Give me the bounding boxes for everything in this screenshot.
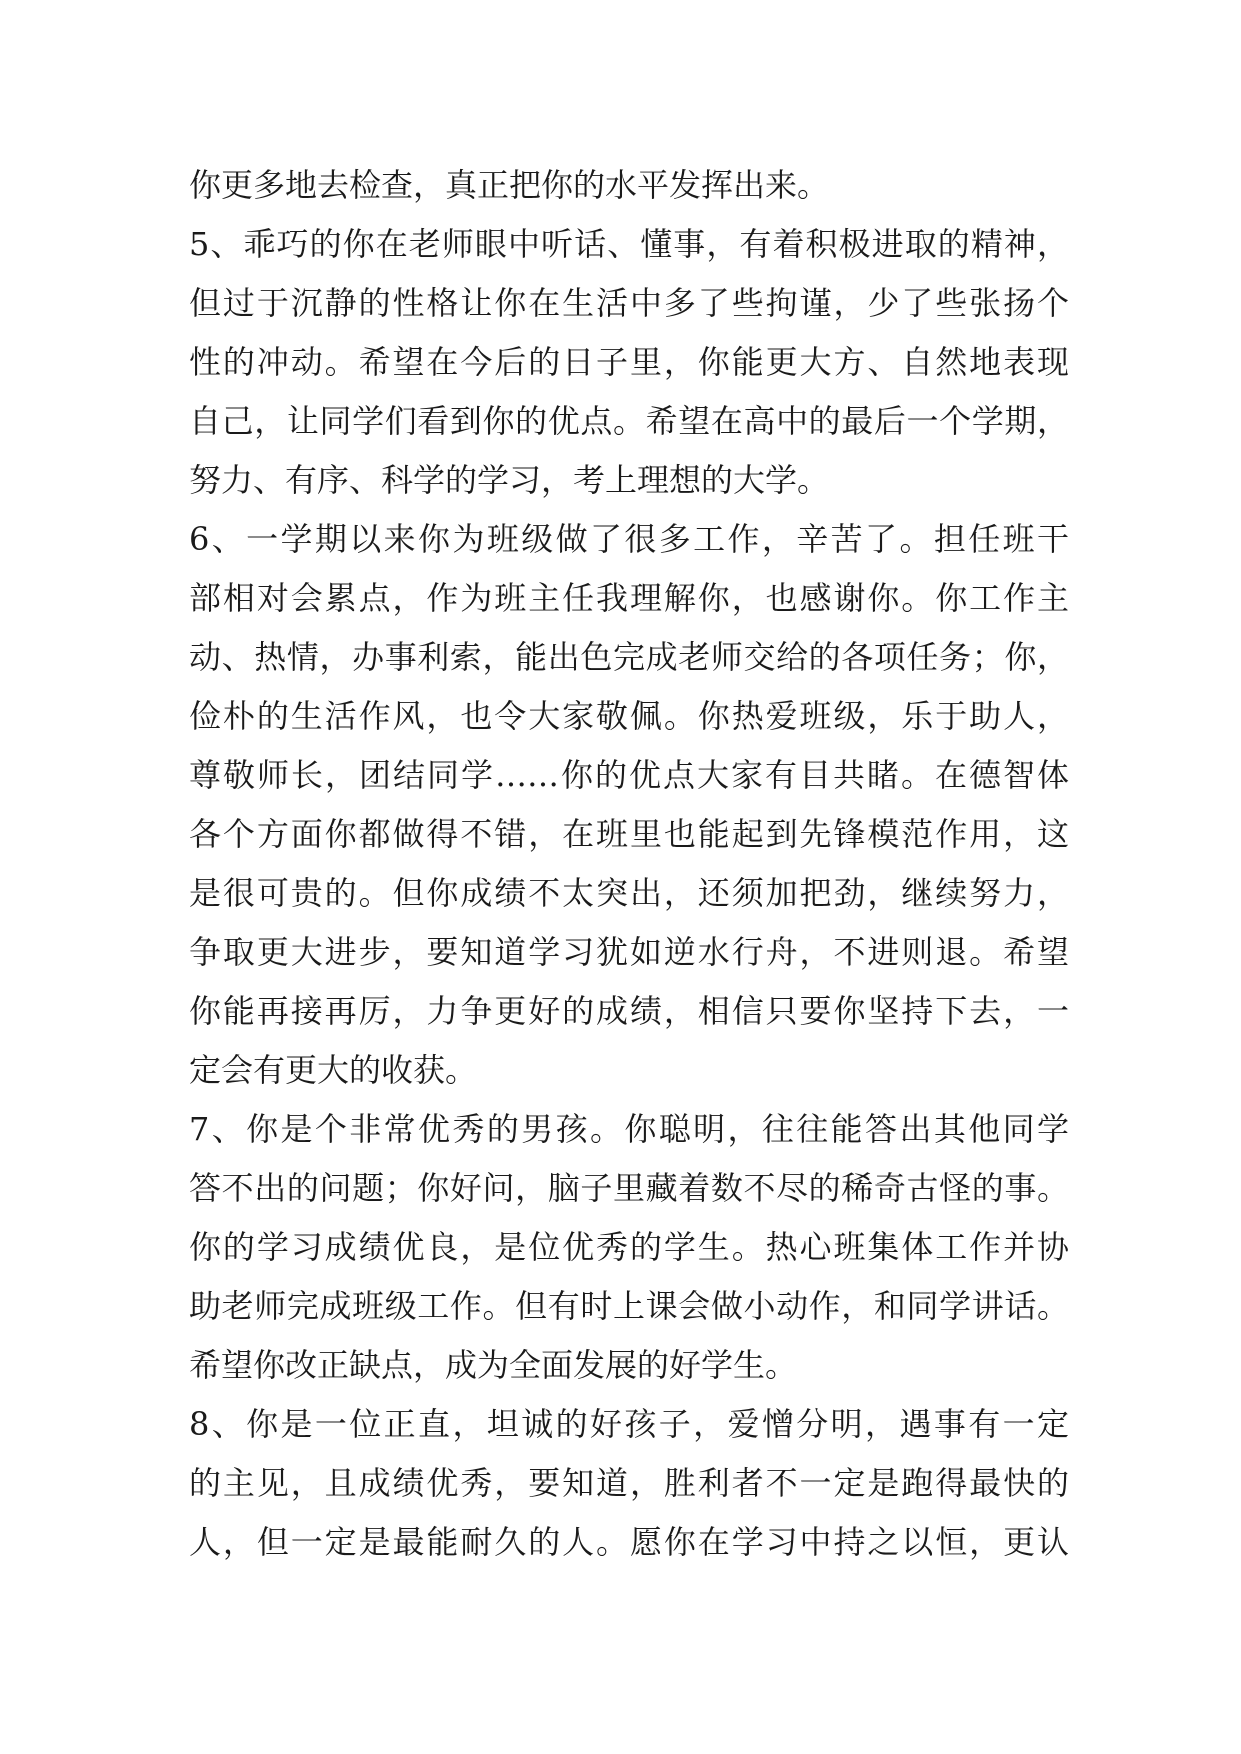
text-line: 5、乖巧的你在老师眼中听话、懂事，有着积极进取的精神， xyxy=(189,225,1069,263)
text-line: 努力、有序、科学的学习，考上理想的大学。 xyxy=(189,461,830,499)
text-line: 你更多地去检查，真正把你的水平发挥出来。 xyxy=(189,166,830,204)
text-line: 争取更大进步，要知道学习犹如逆水行舟，不进则退。希望 xyxy=(189,933,1069,971)
text-line: 部相对会累点，作为班主任我理解你，也感谢你。你工作主 xyxy=(189,579,1069,617)
text-line: 是很可贵的。但你成绩不太突出，还须加把劲，继续努力， xyxy=(189,874,1069,912)
body-text xyxy=(189,156,1069,1572)
text-line: 但过于沉静的性格让你在生活中多了些拘谨，少了些张扬个 xyxy=(189,284,1069,322)
text-line: 答不出的问题；你好问，脑子里藏着数不尽的稀奇古怪的事。 xyxy=(189,1169,1069,1207)
text-line: 6、一学期以来你为班级做了很多工作，辛苦了。担任班干 xyxy=(189,520,1069,558)
text-line: 自己，让同学们看到你的优点。希望在高中的最后一个学期， xyxy=(189,402,1069,440)
text-line: 人，但一定是最能耐久的人。愿你在学习中持之以恒，更认 xyxy=(189,1523,1069,1561)
text-line: 你的学习成绩优良，是位优秀的学生。热心班集体工作并协 xyxy=(189,1228,1069,1266)
text-line: 8、你是一位正直，坦诚的好孩子，爱憎分明，遇事有一定 xyxy=(189,1405,1069,1443)
text-line: 性的冲动。希望在今后的日子里，你能更大方、自然地表现 xyxy=(189,343,1069,381)
text-line: 希望你改正缺点，成为全面发展的好学生。 xyxy=(189,1346,798,1384)
text-line: 各个方面你都做得不错，在班里也能起到先锋模范作用，这 xyxy=(189,815,1069,853)
text-line: 俭朴的生活作风，也令大家敬佩。你热爱班级，乐于助人， xyxy=(189,697,1069,735)
text-line: 尊敬师长，团结同学……你的优点大家有目共睹。在德智体 xyxy=(189,756,1069,794)
text-line: 助老师完成班级工作。但有时上课会做小动作，和同学讲话。 xyxy=(189,1287,1069,1325)
text-line: 你能再接再厉，力争更好的成绩，相信只要你坚持下去，一 xyxy=(189,992,1069,1030)
text-line: 定会有更大的收获。 xyxy=(189,1051,478,1089)
text-line: 的主见，且成绩优秀，要知道，胜利者不一定是跑得最快的 xyxy=(189,1464,1069,1502)
text-line: 动、热情，办事利索，能出色完成老师交给的各项任务；你， xyxy=(189,638,1069,676)
text-line: 7、你是个非常优秀的男孩。你聪明，往往能答出其他同学 xyxy=(189,1110,1069,1148)
